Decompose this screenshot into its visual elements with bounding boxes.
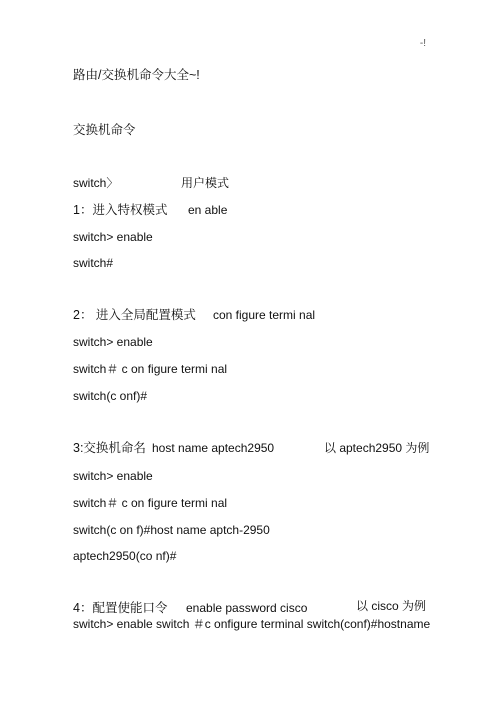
- step-2-line: switch> enable: [73, 335, 153, 349]
- step-4-heading: 4：配置使能口令: [73, 601, 168, 615]
- step-4-command: enable password cisco: [186, 601, 308, 615]
- step-1-command: en able: [188, 203, 228, 217]
- step-2-line: switch＃ c on figure termi nal: [73, 362, 228, 376]
- mode-label: switch〉: [73, 176, 119, 190]
- step-4-note: 以 cisco 为例: [356, 599, 427, 613]
- step-3-note: 以 aptech2950 为例: [324, 441, 430, 455]
- step-2-command: con figure termi nal: [213, 308, 316, 322]
- step-2-line: switch(c onf)#: [73, 389, 148, 403]
- step-1-line: switch#: [73, 256, 114, 270]
- step-3-heading: 3:交换机命名: [73, 441, 146, 455]
- step-3-line: switch(c on f)#host name aptch-2950: [73, 523, 270, 537]
- section-heading: 交换机命令: [73, 123, 136, 137]
- document-title: 路由/交换机命令大全~!: [73, 68, 200, 82]
- step-1-heading: 1：进入特权模式: [73, 203, 168, 217]
- corner-mark: -!: [419, 38, 426, 49]
- step-1-line: switch> enable: [73, 230, 153, 244]
- step-3-line: switch> enable: [73, 469, 153, 483]
- step-3-command: host name aptech2950: [152, 441, 275, 455]
- step-2-heading: 2： 进入全局配置模式: [73, 308, 196, 322]
- step-4-line: switch> enable switch ＃c onfigure terminal switch(conf)#hostname: [73, 617, 431, 631]
- step-3-line: switch＃ c on figure termi nal: [73, 496, 228, 510]
- step-3-line: aptech2950(co nf)#: [73, 549, 177, 563]
- mode-description: 用户模式: [181, 176, 230, 190]
